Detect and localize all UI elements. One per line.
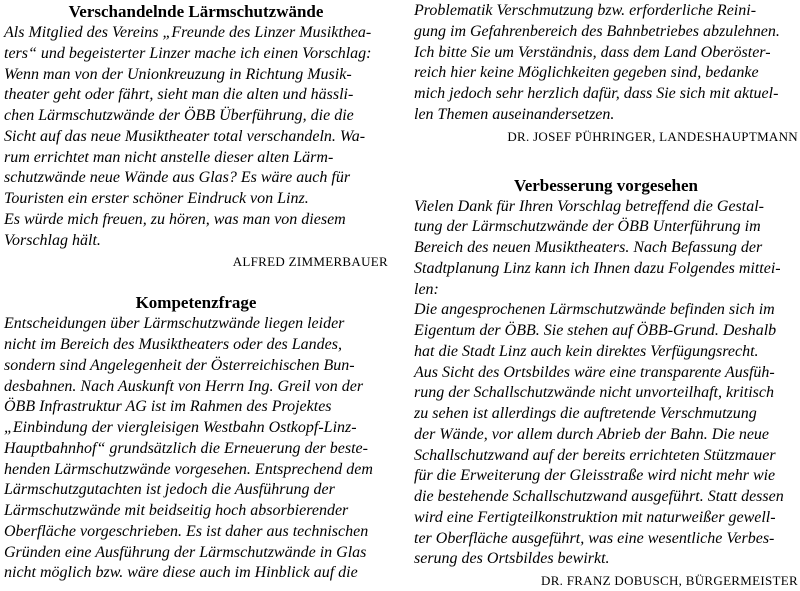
text-line: „Einbindung der viergleisigen Westbahn Ostkopf-Linz-	[4, 418, 388, 439]
text-line: Wenn man von der Unionkreuzung in Richtung Musik-	[4, 65, 388, 86]
reply-signature: DR. FRANZ DOBUSCH, BÜRGERMEISTER	[414, 571, 798, 591]
text-line: Bereich des neuen Musiktheaters. Nach Befassung der	[414, 238, 798, 259]
letter-signature: ALFRED ZIMMERBAUER	[4, 252, 388, 272]
text-line: reich hier keine Möglichkeiten gegeben sind, bedanke	[414, 63, 798, 84]
text-line: chen Lärmschutzwände der ÖBB Überführung, die die	[4, 106, 388, 127]
reply-kompetenzfrage-continued	[414, 1, 798, 147]
text-line: ÖBB Infrastruktur AG ist im Rahmen des Projektes	[4, 397, 388, 418]
reply-body	[414, 197, 798, 571]
text-line: desbahnen. Nach Auskunft von Herrn Ing. Greil von der	[4, 377, 388, 398]
text-line: rung der Schallschutzwände nicht unvorteilhaft, kritisch	[414, 383, 798, 404]
text-line: Hauptbahnhof“ grundsätzlich die Erneuerung der beste-	[4, 439, 388, 460]
text-line: Gründen eine Ausführung der Lärmschutzwände in Glas	[4, 543, 388, 564]
text-line: Stadtplanung Linz kann ich Ihnen dazu Folgendes mittei-	[414, 259, 798, 280]
text-line: theater geht oder fährt, sieht man die alten und hässli-	[4, 85, 388, 106]
text-line: henden Lärmschutzwände vorgesehen. Entsprechend dem	[4, 460, 388, 481]
text-line: nicht im Bereich des Musiktheaters oder des Landes,	[4, 335, 388, 356]
text-line: gung im Gefahrenbereich des Bahnbetriebes abzulehnen.	[414, 22, 798, 43]
text-line: zu sehen ist allerdings die auftretende Verschmutzung	[414, 404, 798, 425]
reply-body	[4, 314, 388, 584]
text-line: die bestehende Schallschutzwand ausgeführt. Statt dessen	[414, 487, 798, 508]
letter-verschandelnde-laermschutzwaende	[4, 1, 388, 272]
reply-headline: Verbesserung vorgesehen	[414, 175, 798, 197]
text-line: schutzwände neue Wände aus Glas? Es wäre auch für	[4, 168, 388, 189]
text-line: nicht möglich bzw. wäre diese auch im Hinblick auf die	[4, 563, 388, 584]
text-line: Lärmschutzwände mit beidseitig hoch absorbierender	[4, 501, 388, 522]
text-line: Ich bitte Sie um Verständnis, dass dem Land Oberöster-	[414, 43, 798, 64]
letter-headline: Verschandelnde Lärmschutzwände	[4, 1, 388, 23]
text-line: hat die Stadt Linz auch kein direktes Verfügungsrecht.	[414, 342, 798, 363]
text-line: len Themen auseinandersetzen.	[414, 105, 798, 126]
letter-body	[4, 23, 388, 251]
reply-signature: DR. JOSEF PÜHRINGER, LANDESHAUPTMANN	[414, 127, 798, 147]
reply-kompetenzfrage	[4, 292, 388, 584]
text-line: ter Oberfläche ausgeführt, was eine wesentliche Verbes-	[414, 529, 798, 550]
reply-body-continued	[414, 1, 798, 126]
text-line: Problematik Verschmutzung bzw. erforderliche Reini-	[414, 1, 798, 22]
text-line: Aus Sicht des Ortsbildes wäre eine transparente Ausfüh-	[414, 363, 798, 384]
text-line: wird eine Fertigteilkonstruktion mit naturweißer gewell-	[414, 508, 798, 529]
text-line: der Wände, vor allem durch Abrieb der Bahn. Die neue	[414, 425, 798, 446]
text-line: Touristen ein erster schöner Eindruck von Linz.	[4, 189, 388, 210]
text-line: Entscheidungen über Lärmschutzwände liegen leider	[4, 314, 388, 335]
left-column	[4, 0, 388, 584]
text-line: Eigentum der ÖBB. Sie stehen auf ÖBB-Grund. Deshalb	[414, 321, 798, 342]
right-column	[414, 0, 798, 591]
reply-headline: Kompetenzfrage	[4, 292, 388, 314]
text-line: Die angesprochenen Lärmschutzwände befinden sich im	[414, 300, 798, 321]
text-line: Schallschutzwand auf der bereits errichteten Stützmauer	[414, 446, 798, 467]
reply-verbesserung-vorgesehen	[414, 175, 798, 591]
text-line: für die Erweiterung der Gleisstraße wird nicht mehr wie	[414, 466, 798, 487]
text-line: Lärmschutzgutachten ist jedoch die Ausführung der	[4, 480, 388, 501]
text-line: sondern sind Angelegenheit der Österreichischen Bun-	[4, 356, 388, 377]
text-line: mich jedoch sehr herzlich dafür, dass Sie sich mit aktuel-	[414, 84, 798, 105]
text-line: Oberfläche vorgeschrieben. Es ist daher aus technischen	[4, 522, 388, 543]
text-line: Es würde mich freuen, zu hören, was man von diesem	[4, 210, 388, 231]
text-line: rum errichtet man nicht anstelle dieser alten Lärm-	[4, 148, 388, 169]
text-line: Vorschlag hält.	[4, 231, 388, 252]
text-line: Als Mitglied des Vereins „Freunde des Linzer Musikthea-	[4, 23, 388, 44]
text-line: serung des Ortsbildes bewirkt.	[414, 549, 798, 570]
text-line: len:	[414, 280, 798, 301]
text-line: Vielen Dank für Ihren Vorschlag betreffend die Gestal-	[414, 197, 798, 218]
text-line: Sicht auf das neue Musiktheater total verschandeln. Wa-	[4, 127, 388, 148]
text-line: ters“ und begeisterter Linzer mache ich einen Vorschlag:	[4, 44, 388, 65]
text-line: tung der Lärmschutzwände der ÖBB Unterführung im	[414, 217, 798, 238]
